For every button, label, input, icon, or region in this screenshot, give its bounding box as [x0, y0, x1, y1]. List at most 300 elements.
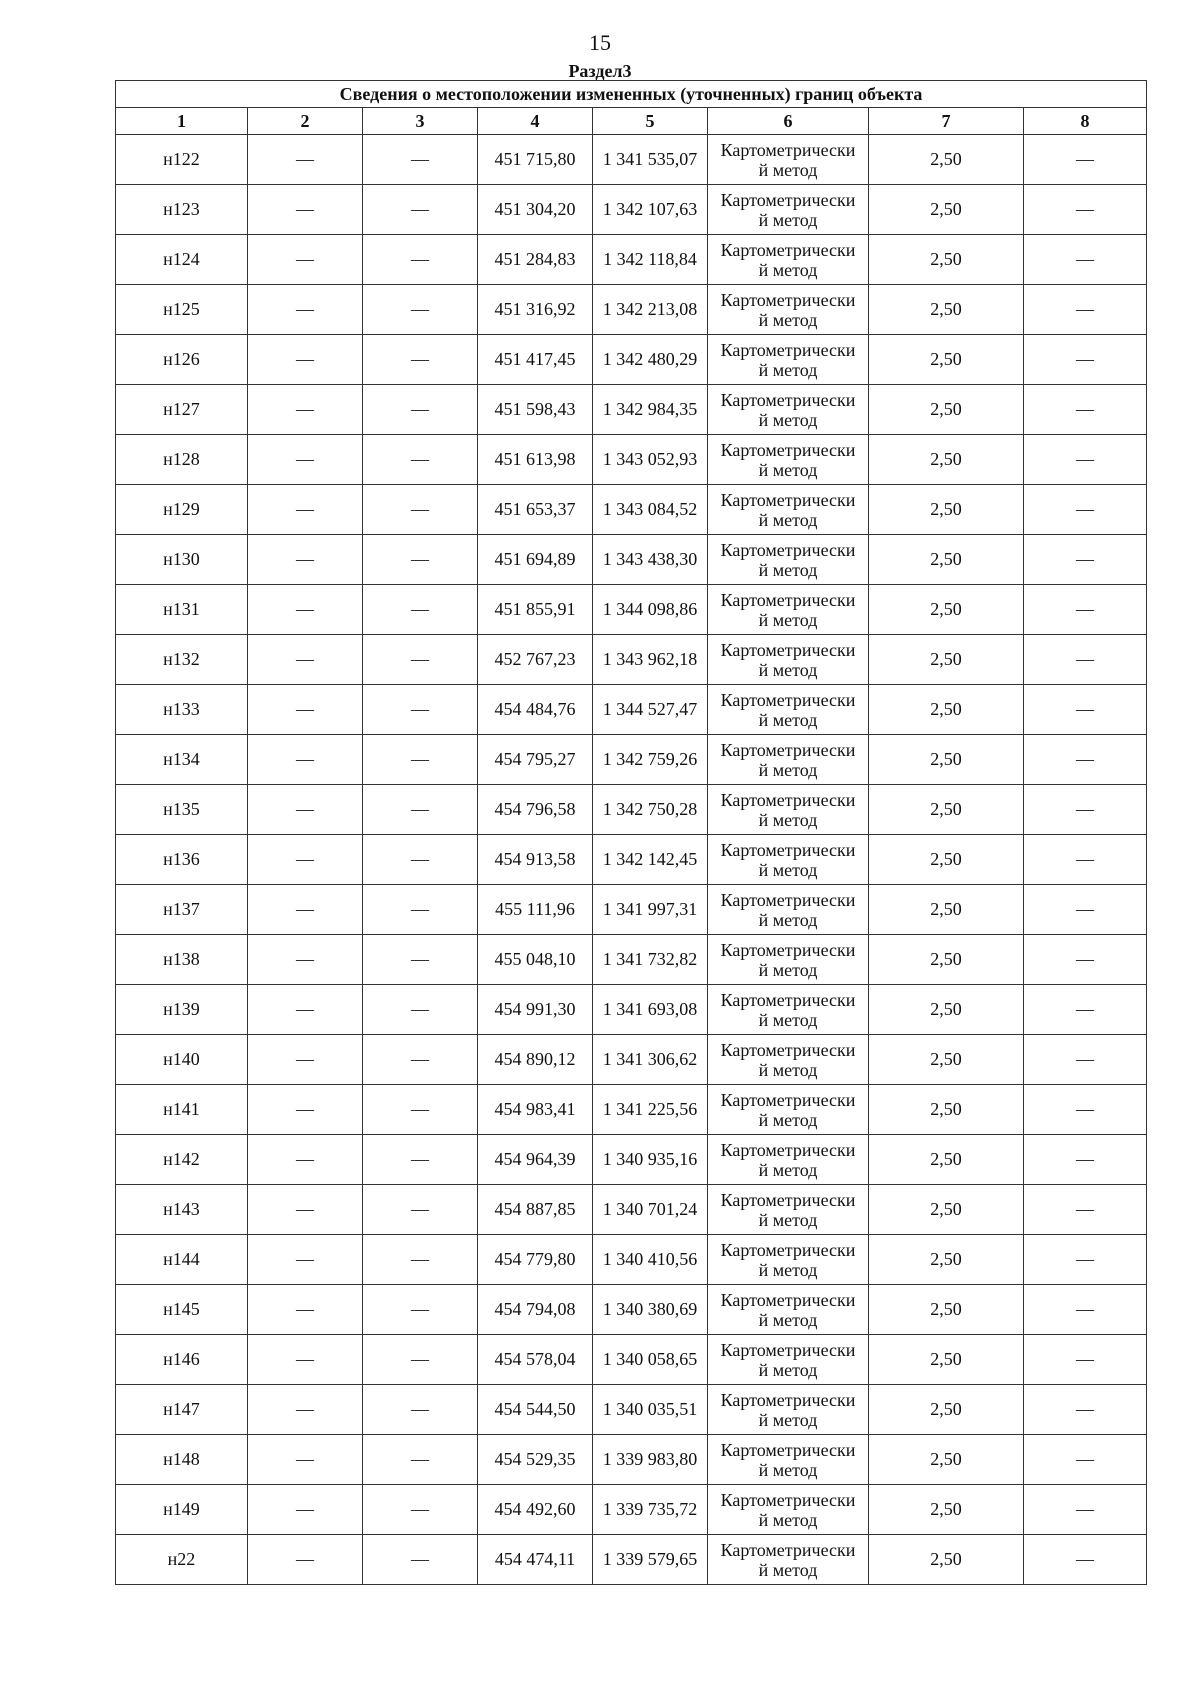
method-line-1: Картометрически [720, 1539, 856, 1560]
empty-dash-cell: — [1024, 685, 1147, 735]
y-coordinate-cell: 1 339 579,65 [593, 1535, 708, 1585]
method-line-1: Картометрически [720, 839, 856, 860]
point-cell: н137 [116, 885, 248, 935]
empty-dash-cell: — [248, 1335, 363, 1385]
empty-dash-cell: — [1024, 135, 1147, 185]
empty-dash-cell: — [1024, 1135, 1147, 1185]
point-cell: н130 [116, 535, 248, 585]
y-coordinate-cell: 1 342 107,63 [593, 185, 708, 235]
column-number-2: 2 [248, 108, 363, 135]
empty-dash-cell: — [248, 335, 363, 385]
method-line-2: й метод [758, 409, 818, 430]
empty-dash-cell: — [1024, 385, 1147, 435]
accuracy-cell: 2,50 [869, 535, 1024, 585]
point-cell: н147 [116, 1385, 248, 1435]
empty-dash-cell: — [1024, 985, 1147, 1035]
empty-dash-cell: — [248, 835, 363, 885]
method-line-1: Картометрически [720, 989, 856, 1010]
x-coordinate-cell: 451 284,83 [478, 235, 593, 285]
empty-dash-cell: — [1024, 235, 1147, 285]
x-coordinate-cell: 452 767,23 [478, 635, 593, 685]
y-coordinate-cell: 1 339 735,72 [593, 1485, 708, 1535]
method-line-1: Картометрически [720, 1289, 856, 1310]
empty-dash-cell: — [248, 1485, 363, 1535]
point-cell: н123 [116, 185, 248, 235]
empty-dash-cell: — [248, 885, 363, 935]
table-row [116, 1385, 1147, 1435]
x-coordinate-cell: 454 913,58 [478, 835, 593, 885]
y-coordinate-cell: 1 341 732,82 [593, 935, 708, 985]
empty-dash-cell: — [1024, 1335, 1147, 1385]
empty-dash-cell: — [1024, 785, 1147, 835]
empty-dash-cell: — [363, 485, 478, 535]
y-coordinate-cell: 1 344 527,47 [593, 685, 708, 735]
y-coordinate-cell: 1 341 306,62 [593, 1035, 708, 1085]
method-line-2: й метод [758, 559, 818, 580]
table-title: Сведения о местоположении измененных (уточненных) границ объекта [116, 81, 1147, 108]
table-row [116, 535, 1147, 585]
empty-dash-cell: — [1024, 1085, 1147, 1135]
method-cell [708, 635, 869, 685]
method-cell [708, 1385, 869, 1435]
method-line-2: й метод [758, 659, 818, 680]
x-coordinate-cell: 451 304,20 [478, 185, 593, 235]
method-cell [708, 185, 869, 235]
empty-dash-cell: — [1024, 735, 1147, 785]
column-number-8: 8 [1024, 108, 1147, 135]
table-row [116, 1485, 1147, 1535]
table-row [116, 835, 1147, 885]
column-number-1: 1 [116, 108, 248, 135]
method-line-1: Картометрически [720, 1439, 856, 1460]
accuracy-cell: 2,50 [869, 585, 1024, 635]
x-coordinate-cell: 454 779,80 [478, 1235, 593, 1285]
column-number-4: 4 [478, 108, 593, 135]
x-coordinate-cell: 454 544,50 [478, 1385, 593, 1435]
empty-dash-cell: — [363, 285, 478, 335]
empty-dash-cell: — [363, 1485, 478, 1535]
empty-dash-cell: — [248, 1435, 363, 1485]
method-line-2: й метод [758, 1459, 818, 1480]
accuracy-cell: 2,50 [869, 1535, 1024, 1585]
accuracy-cell: 2,50 [869, 1435, 1024, 1485]
empty-dash-cell: — [363, 385, 478, 435]
y-coordinate-cell: 1 343 052,93 [593, 435, 708, 485]
accuracy-cell: 2,50 [869, 1385, 1024, 1435]
empty-dash-cell: — [248, 735, 363, 785]
empty-dash-cell: — [1024, 1385, 1147, 1435]
method-cell [708, 985, 869, 1035]
y-coordinate-cell: 1 340 380,69 [593, 1285, 708, 1335]
empty-dash-cell: — [1024, 935, 1147, 985]
empty-dash-cell: — [1024, 1185, 1147, 1235]
empty-dash-cell: — [363, 885, 478, 935]
section-label: Раздел3 [568, 61, 632, 81]
method-line-1: Картометрически [720, 1389, 856, 1410]
empty-dash-cell: — [248, 485, 363, 535]
y-coordinate-cell: 1 341 225,56 [593, 1085, 708, 1135]
empty-dash-cell: — [363, 335, 478, 385]
point-cell: н135 [116, 785, 248, 835]
empty-dash-cell: — [363, 635, 478, 685]
empty-dash-cell: — [363, 1085, 478, 1135]
empty-dash-cell: — [363, 585, 478, 635]
empty-dash-cell: — [363, 985, 478, 1035]
empty-dash-cell: — [248, 635, 363, 685]
empty-dash-cell: — [1024, 485, 1147, 535]
y-coordinate-cell: 1 342 213,08 [593, 285, 708, 335]
accuracy-cell: 2,50 [869, 885, 1024, 935]
point-cell: н126 [116, 335, 248, 385]
table-row [116, 1435, 1147, 1485]
method-line-2: й метод [758, 1159, 818, 1180]
point-cell: н127 [116, 385, 248, 435]
method-line-1: Картометрически [720, 489, 856, 510]
empty-dash-cell: — [1024, 835, 1147, 885]
empty-dash-cell: — [1024, 885, 1147, 935]
method-line-2: й метод [758, 209, 818, 230]
x-coordinate-cell: 451 598,43 [478, 385, 593, 435]
table-row [116, 935, 1147, 985]
empty-dash-cell: — [248, 1385, 363, 1435]
y-coordinate-cell: 1 341 997,31 [593, 885, 708, 935]
empty-dash-cell: — [363, 1285, 478, 1335]
method-line-2: й метод [758, 359, 818, 380]
x-coordinate-cell: 451 613,98 [478, 435, 593, 485]
method-cell [708, 535, 869, 585]
method-line-1: Картометрически [720, 1239, 856, 1260]
method-line-2: й метод [758, 859, 818, 880]
table-row [116, 435, 1147, 485]
method-line-1: Картометрически [720, 189, 856, 210]
method-line-2: й метод [758, 759, 818, 780]
empty-dash-cell: — [363, 1135, 478, 1185]
method-line-1: Картометрически [720, 639, 856, 660]
method-cell [708, 1135, 869, 1185]
accuracy-cell: 2,50 [869, 385, 1024, 435]
method-line-1: Картометрически [720, 1489, 856, 1510]
point-cell: н129 [116, 485, 248, 535]
empty-dash-cell: — [248, 535, 363, 585]
point-cell: н139 [116, 985, 248, 1035]
accuracy-cell: 2,50 [869, 285, 1024, 335]
empty-dash-cell: — [363, 1185, 478, 1235]
empty-dash-cell: — [363, 1035, 478, 1085]
point-cell: н131 [116, 585, 248, 635]
accuracy-cell: 2,50 [869, 935, 1024, 985]
point-cell: н128 [116, 435, 248, 485]
empty-dash-cell: — [363, 685, 478, 735]
method-cell [708, 285, 869, 335]
method-line-2: й метод [758, 459, 818, 480]
y-coordinate-cell: 1 342 759,26 [593, 735, 708, 785]
empty-dash-cell: — [363, 1385, 478, 1435]
method-line-2: й метод [758, 259, 818, 280]
empty-dash-cell: — [248, 385, 363, 435]
point-cell: н134 [116, 735, 248, 785]
y-coordinate-cell: 1 343 084,52 [593, 485, 708, 535]
method-line-1: Картометрически [720, 389, 856, 410]
empty-dash-cell: — [1024, 585, 1147, 635]
y-coordinate-cell: 1 343 438,30 [593, 535, 708, 585]
method-line-2: й метод [758, 1009, 818, 1030]
point-cell: н145 [116, 1285, 248, 1335]
empty-dash-cell: — [363, 1235, 478, 1285]
empty-dash-cell: — [248, 1535, 363, 1585]
x-coordinate-cell: 454 991,30 [478, 985, 593, 1035]
y-coordinate-cell: 1 341 535,07 [593, 135, 708, 185]
method-cell [708, 1185, 869, 1235]
accuracy-cell: 2,50 [869, 435, 1024, 485]
method-cell [708, 1485, 869, 1535]
x-coordinate-cell: 454 890,12 [478, 1035, 593, 1085]
method-line-2: й метод [758, 1109, 818, 1130]
empty-dash-cell: — [1024, 335, 1147, 385]
empty-dash-cell: — [248, 935, 363, 985]
accuracy-cell: 2,50 [869, 1485, 1024, 1535]
point-cell: н136 [116, 835, 248, 885]
method-line-2: й метод [758, 509, 818, 530]
empty-dash-cell: — [248, 135, 363, 185]
method-cell [708, 435, 869, 485]
empty-dash-cell: — [363, 735, 478, 785]
point-cell: н141 [116, 1085, 248, 1135]
empty-dash-cell: — [363, 235, 478, 285]
method-line-1: Картометрически [720, 439, 856, 460]
y-coordinate-cell: 1 341 693,08 [593, 985, 708, 1035]
method-line-2: й метод [758, 309, 818, 330]
y-coordinate-cell: 1 342 480,29 [593, 335, 708, 385]
method-cell [708, 1035, 869, 1085]
empty-dash-cell: — [248, 435, 363, 485]
y-coordinate-cell: 1 339 983,80 [593, 1435, 708, 1485]
y-coordinate-cell: 1 343 962,18 [593, 635, 708, 685]
empty-dash-cell: — [363, 435, 478, 485]
x-coordinate-cell: 451 653,37 [478, 485, 593, 535]
method-cell [708, 135, 869, 185]
x-coordinate-cell: 454 484,76 [478, 685, 593, 735]
column-number-3: 3 [363, 108, 478, 135]
x-coordinate-cell: 451 715,80 [478, 135, 593, 185]
empty-dash-cell: — [248, 1285, 363, 1335]
method-line-1: Картометрически [720, 239, 856, 260]
accuracy-cell: 2,50 [869, 185, 1024, 235]
table-row [116, 685, 1147, 735]
method-cell [708, 1335, 869, 1385]
empty-dash-cell: — [248, 1085, 363, 1135]
x-coordinate-cell: 454 474,11 [478, 1535, 593, 1585]
accuracy-cell: 2,50 [869, 235, 1024, 285]
x-coordinate-cell: 454 796,58 [478, 785, 593, 835]
y-coordinate-cell: 1 340 935,16 [593, 1135, 708, 1185]
point-cell: н133 [116, 685, 248, 735]
x-coordinate-cell: 451 694,89 [478, 535, 593, 585]
method-line-1: Картометрически [720, 539, 856, 560]
empty-dash-cell: — [248, 685, 363, 735]
y-coordinate-cell: 1 344 098,86 [593, 585, 708, 635]
empty-dash-cell: — [248, 1185, 363, 1235]
empty-dash-cell: — [248, 1035, 363, 1085]
accuracy-cell: 2,50 [869, 735, 1024, 785]
method-cell [708, 935, 869, 985]
x-coordinate-cell: 451 855,91 [478, 585, 593, 635]
table-row [116, 1285, 1147, 1335]
table-row [116, 1335, 1147, 1385]
empty-dash-cell: — [1024, 1035, 1147, 1085]
method-cell [708, 835, 869, 885]
page-number: 15 [589, 30, 611, 55]
empty-dash-cell: — [1024, 1485, 1147, 1535]
method-cell [708, 1085, 869, 1135]
method-line-1: Картометрически [720, 1339, 856, 1360]
y-coordinate-cell: 1 342 142,45 [593, 835, 708, 885]
empty-dash-cell: — [248, 785, 363, 835]
column-number-6: 6 [708, 108, 869, 135]
method-cell [708, 1285, 869, 1335]
method-line-1: Картометрически [720, 789, 856, 810]
empty-dash-cell: — [1024, 635, 1147, 685]
empty-dash-cell: — [1024, 1235, 1147, 1285]
method-line-2: й метод [758, 1209, 818, 1230]
table-row [116, 185, 1147, 235]
point-cell: н140 [116, 1035, 248, 1085]
method-line-2: й метод [758, 1509, 818, 1530]
method-line-1: Картометрически [720, 1039, 856, 1060]
method-line-1: Картометрически [720, 889, 856, 910]
x-coordinate-cell: 451 316,92 [478, 285, 593, 335]
accuracy-cell: 2,50 [869, 135, 1024, 185]
method-cell [708, 585, 869, 635]
point-cell: н149 [116, 1485, 248, 1535]
empty-dash-cell: — [1024, 1285, 1147, 1335]
point-cell: н142 [116, 1135, 248, 1185]
method-cell [708, 685, 869, 735]
method-cell [708, 885, 869, 935]
point-cell: н148 [116, 1435, 248, 1485]
table-row [116, 135, 1147, 185]
table-row [116, 985, 1147, 1035]
table-row [116, 1535, 1147, 1585]
y-coordinate-cell: 1 340 058,65 [593, 1335, 708, 1385]
empty-dash-cell: — [248, 235, 363, 285]
empty-dash-cell: — [1024, 1435, 1147, 1485]
accuracy-cell: 2,50 [869, 785, 1024, 835]
method-cell [708, 385, 869, 435]
table-row [116, 785, 1147, 835]
empty-dash-cell: — [363, 535, 478, 585]
empty-dash-cell: — [248, 985, 363, 1035]
table-row [116, 635, 1147, 685]
accuracy-cell: 2,50 [869, 335, 1024, 385]
method-line-2: й метод [758, 959, 818, 980]
table-row [116, 1085, 1147, 1135]
method-line-1: Картометрически [720, 689, 856, 710]
accuracy-cell: 2,50 [869, 1285, 1024, 1335]
empty-dash-cell: — [1024, 1535, 1147, 1585]
method-cell [708, 335, 869, 385]
boundary-coordinates-table [115, 80, 1147, 1585]
empty-dash-cell: — [363, 185, 478, 235]
x-coordinate-cell: 454 492,60 [478, 1485, 593, 1535]
method-cell [708, 235, 869, 285]
method-line-1: Картометрически [720, 589, 856, 610]
empty-dash-cell: — [363, 935, 478, 985]
method-line-1: Картометрически [720, 739, 856, 760]
accuracy-cell: 2,50 [869, 485, 1024, 535]
accuracy-cell: 2,50 [869, 985, 1024, 1035]
empty-dash-cell: — [363, 1535, 478, 1585]
method-line-2: й метод [758, 1059, 818, 1080]
empty-dash-cell: — [248, 1235, 363, 1285]
point-cell: н146 [116, 1335, 248, 1385]
empty-dash-cell: — [1024, 435, 1147, 485]
x-coordinate-cell: 454 529,35 [478, 1435, 593, 1485]
column-number-5: 5 [593, 108, 708, 135]
empty-dash-cell: — [363, 135, 478, 185]
y-coordinate-cell: 1 340 410,56 [593, 1235, 708, 1285]
x-coordinate-cell: 454 578,04 [478, 1335, 593, 1385]
empty-dash-cell: — [248, 585, 363, 635]
table-row [116, 1135, 1147, 1185]
table-row [116, 735, 1147, 785]
accuracy-cell: 2,50 [869, 1035, 1024, 1085]
accuracy-cell: 2,50 [869, 685, 1024, 735]
method-line-1: Картометрически [720, 1139, 856, 1160]
method-cell [708, 1535, 869, 1585]
method-cell [708, 1435, 869, 1485]
empty-dash-cell: — [248, 285, 363, 335]
accuracy-cell: 2,50 [869, 1135, 1024, 1185]
point-cell: н22 [116, 1535, 248, 1585]
method-line-1: Картометрически [720, 1189, 856, 1210]
point-cell: н124 [116, 235, 248, 285]
table-row [116, 885, 1147, 935]
method-line-2: й метод [758, 159, 818, 180]
y-coordinate-cell: 1 342 118,84 [593, 235, 708, 285]
method-cell [708, 485, 869, 535]
method-line-1: Картометрически [720, 939, 856, 960]
method-cell [708, 735, 869, 785]
empty-dash-cell: — [248, 185, 363, 235]
empty-dash-cell: — [1024, 535, 1147, 585]
accuracy-cell: 2,50 [869, 835, 1024, 885]
method-line-1: Картометрически [720, 1089, 856, 1110]
accuracy-cell: 2,50 [869, 1185, 1024, 1235]
point-cell: н125 [116, 285, 248, 335]
table-row [116, 1185, 1147, 1235]
method-line-1: Картометрически [720, 339, 856, 360]
y-coordinate-cell: 1 342 984,35 [593, 385, 708, 435]
method-line-2: й метод [758, 709, 818, 730]
empty-dash-cell: — [248, 1135, 363, 1185]
point-cell: н132 [116, 635, 248, 685]
x-coordinate-cell: 454 964,39 [478, 1135, 593, 1185]
table-row [116, 285, 1147, 335]
y-coordinate-cell: 1 340 035,51 [593, 1385, 708, 1435]
point-cell: н143 [116, 1185, 248, 1235]
column-number-7: 7 [869, 108, 1024, 135]
table-row [116, 385, 1147, 435]
table-row [116, 485, 1147, 535]
method-cell [708, 1235, 869, 1285]
method-line-2: й метод [758, 1409, 818, 1430]
method-line-1: Картометрически [720, 289, 856, 310]
method-line-2: й метод [758, 1309, 818, 1330]
x-coordinate-cell: 454 794,08 [478, 1285, 593, 1335]
method-line-2: й метод [758, 809, 818, 830]
table-row [116, 235, 1147, 285]
method-line-2: й метод [758, 609, 818, 630]
